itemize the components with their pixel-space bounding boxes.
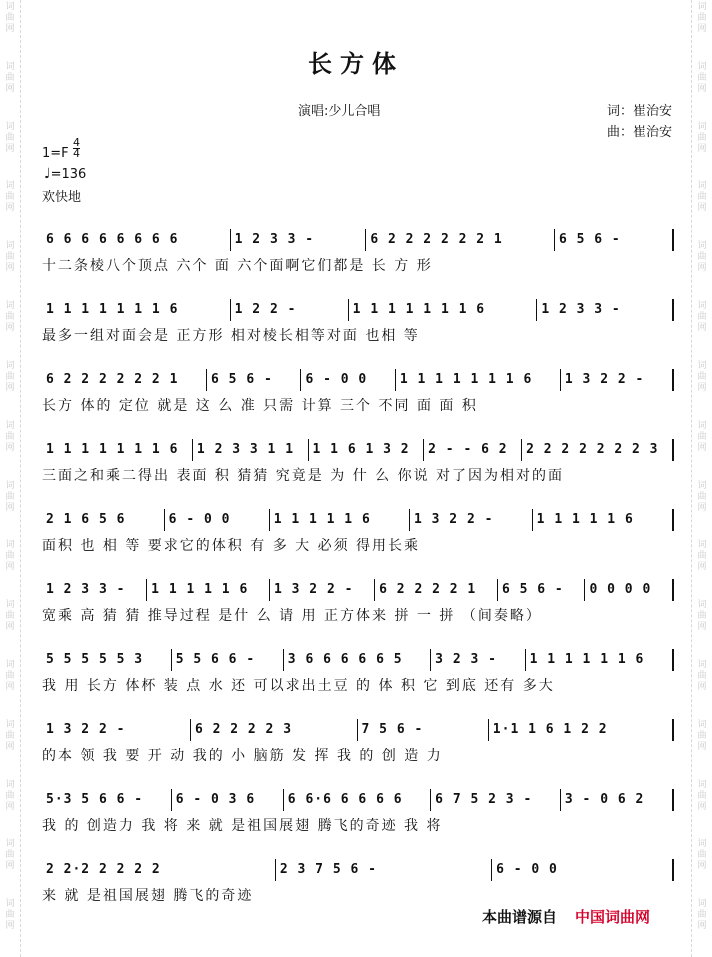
- score-system: [42, 716, 674, 768]
- measure: 1 1 1 1 1 1 1 6: [396, 369, 561, 391]
- watermark-char: 曲: [5, 132, 15, 143]
- watermark-group: [5, 241, 14, 299]
- measure: 1 1 1 1 1 1 1 6: [42, 299, 231, 321]
- lyrics-line: 来 就 是祖国展翅 腾飞的奇迹: [42, 888, 254, 904]
- watermark-char: 词: [697, 600, 707, 611]
- watermark-char: 词: [697, 61, 707, 72]
- measure: 6 2 2 2 2 2 2 1: [366, 229, 555, 251]
- watermark-char: 网: [5, 323, 15, 334]
- watermark-char: 词: [697, 480, 707, 491]
- watermark-char: 网: [697, 502, 707, 513]
- expression-marking: 欢快地: [42, 190, 82, 205]
- song-title: 长方体: [308, 49, 404, 78]
- watermark-group: [5, 720, 14, 778]
- watermark-char: 词: [697, 2, 707, 12]
- watermark-group: [697, 780, 706, 838]
- left-watermark-column: [0, 0, 21, 957]
- measure: 2 - - 6 2: [424, 439, 522, 461]
- watermark-char: 词: [5, 839, 15, 850]
- watermark-group: [697, 421, 706, 479]
- score-system: [42, 576, 674, 628]
- watermark-char: 词: [5, 2, 15, 12]
- measure: 6 - 0 0: [165, 509, 270, 531]
- measure: 6 2 2 2 2 1: [375, 579, 498, 601]
- measure: 1 2 3 3 -: [231, 229, 367, 251]
- watermark-char: 曲: [5, 730, 15, 741]
- watermark-char: 网: [5, 502, 15, 513]
- watermark-char: 网: [697, 24, 707, 34]
- watermark-char: 网: [697, 143, 707, 154]
- notation-line: [42, 366, 674, 394]
- site-name: 中国词曲网: [575, 908, 651, 926]
- lyrics-line: 十二条棱八个顶点 六个 面 六个面啊它们都是 长 方 形: [42, 258, 433, 274]
- measure: 6 5 6 -: [207, 369, 301, 391]
- notation-line: [42, 716, 674, 744]
- watermark-char: 词: [5, 360, 15, 371]
- watermark-char: 曲: [697, 132, 707, 143]
- measure: 5 5 6 6 -: [172, 649, 284, 671]
- watermark-char: 曲: [5, 850, 15, 861]
- watermark-char: 词: [697, 779, 707, 790]
- measure: 1 1 1 1 1 6: [270, 509, 410, 531]
- time-signature-bottom: 4: [73, 147, 80, 160]
- watermark-char: 网: [5, 263, 15, 274]
- measure: 1 1 1 1 1 6: [533, 509, 674, 531]
- watermark-char: 词: [697, 301, 707, 312]
- watermark-char: 词: [697, 899, 707, 910]
- watermark-char: 曲: [697, 730, 707, 741]
- watermark-char: 曲: [697, 670, 707, 681]
- watermark-char: 词: [5, 181, 15, 192]
- watermark-char: 曲: [5, 790, 15, 801]
- watermark-char: 词: [5, 719, 15, 730]
- watermark-char: 网: [5, 203, 15, 214]
- watermark-char: 网: [5, 442, 15, 453]
- source-label: 本曲谱源自: [482, 908, 558, 926]
- watermark-char: 网: [5, 562, 15, 573]
- watermark-char: 词: [5, 899, 15, 910]
- watermark-group: [697, 899, 706, 957]
- watermark-char: 词: [697, 540, 707, 551]
- composer-credit: 曲：崔治安: [607, 125, 673, 140]
- lyrics-line: 长方 体的 定位 就是 这 么 准 只需 计算 三个 不同 面 面 积: [42, 398, 478, 414]
- watermark-char: 词: [697, 420, 707, 431]
- watermark-char: 词: [5, 241, 15, 252]
- measure: 1 2 3 3 1 1: [193, 439, 309, 461]
- measure: 1 2 3 3 -: [42, 579, 147, 601]
- notation-line: [42, 576, 674, 604]
- measure: 3 6 6 6 6 6 5: [284, 649, 431, 671]
- score-system: [42, 786, 674, 838]
- lyrics-line: 最多一组对面会是 正方形 相对棱长相等对面 也相 等: [42, 328, 420, 344]
- watermark-char: 曲: [5, 252, 15, 263]
- watermark-char: 网: [697, 861, 707, 872]
- watermark-char: 曲: [697, 13, 707, 23]
- watermark-char: 网: [697, 203, 707, 214]
- measure: 1 2 2 -: [231, 299, 349, 321]
- lyrics-line: 宽乘 高 猜 猜 推导过程 是什 么 请 用 正方体来 拼 一 拼 （间奏略）: [42, 608, 542, 624]
- watermark-group: [697, 600, 706, 658]
- watermark-char: 词: [5, 600, 15, 611]
- watermark-group: [5, 899, 14, 957]
- measure: 6 6·6 6 6 6 6: [284, 789, 431, 811]
- lyrics-line: 面积 也 相 等 要求它的体积 有 多 大 必须 得用长乘: [42, 538, 421, 554]
- watermark-char: 曲: [697, 431, 707, 442]
- measure: 1 3 2 2 -: [410, 509, 533, 531]
- notation-line: [42, 436, 674, 464]
- watermark-char: 网: [697, 323, 707, 334]
- watermark-char: 网: [697, 442, 707, 453]
- watermark-char: 词: [5, 659, 15, 670]
- time-signature-top: 4: [73, 136, 80, 149]
- notation-line: [42, 226, 674, 254]
- measure: 1 3 2 2 -: [561, 369, 674, 391]
- score-system: [42, 366, 674, 418]
- measure: 5·3 5 6 6 -: [42, 789, 172, 811]
- watermark-char: 曲: [5, 491, 15, 502]
- measure: 1·1 1 6 1 2 2: [489, 719, 674, 741]
- watermark-char: 曲: [697, 252, 707, 263]
- measure: 3 2 3 -: [431, 649, 525, 671]
- watermark-group: [697, 241, 706, 299]
- watermark-char: 网: [5, 801, 15, 812]
- watermark-char: 词: [697, 241, 707, 252]
- measure: 6 2 2 2 2 2 2 1: [42, 369, 207, 391]
- watermark-char: 曲: [697, 910, 707, 921]
- watermark-char: 网: [697, 562, 707, 573]
- watermark-char: 词: [5, 420, 15, 431]
- watermark-group: [5, 600, 14, 658]
- watermark-char: 词: [5, 540, 15, 551]
- tempo-value: =136: [50, 167, 87, 182]
- watermark-char: 词: [697, 181, 707, 192]
- lyrics-line: 的本 领 我 要 开 动 我的 小 脑筋 发 挥 我 的 创 造 力: [42, 748, 443, 764]
- watermark-group: [697, 361, 706, 419]
- measure: 1 3 2 2 -: [270, 579, 375, 601]
- watermark-group: [5, 481, 14, 539]
- watermark-char: 曲: [5, 371, 15, 382]
- watermark-char: 曲: [697, 551, 707, 562]
- measure: 6 5 6 -: [555, 229, 674, 251]
- score-system: [42, 646, 674, 698]
- measure: 1 3 2 2 -: [42, 719, 191, 741]
- watermark-group: [697, 660, 706, 718]
- measure: 6 - 0 0: [492, 859, 674, 881]
- watermark-char: 词: [697, 839, 707, 850]
- watermark-char: 网: [697, 622, 707, 633]
- watermark-char: 词: [5, 61, 15, 72]
- watermark-char: 曲: [697, 371, 707, 382]
- watermark-char: 曲: [5, 431, 15, 442]
- watermark-char: 网: [5, 83, 15, 94]
- measure: 2 2 2 2 2 2 2 3: [522, 439, 674, 461]
- watermark-group: [5, 122, 14, 180]
- measure: 6 - 0 0: [301, 369, 395, 391]
- watermark-char: 网: [5, 622, 15, 633]
- watermark-char: 曲: [5, 192, 15, 203]
- watermark-char: 曲: [5, 13, 15, 23]
- measure: 1 1 6 1 3 2: [309, 439, 425, 461]
- watermark-char: 网: [5, 143, 15, 154]
- score-system: [42, 506, 674, 558]
- watermark-char: 网: [5, 741, 15, 752]
- watermark-char: 词: [5, 301, 15, 312]
- watermark-char: 网: [5, 681, 15, 692]
- watermark-char: 曲: [5, 312, 15, 323]
- watermark-char: 网: [697, 263, 707, 274]
- right-watermark-column: [691, 0, 712, 957]
- lyrics-line: 三面之和乘二得出 表面 积 猜猜 究竟是 为 什 么 你说 对了因为相对的面: [42, 468, 565, 484]
- measure: 2 2·2 2 2 2 2: [42, 859, 276, 881]
- watermark-group: [5, 780, 14, 838]
- watermark-char: 词: [697, 659, 707, 670]
- measure: 1 1 1 1 1 1 1 6: [42, 439, 193, 461]
- lyrics-line: 我 用 长方 体杯 装 点 水 还 可以求出土豆 的 体 积 它 到底 还有 多大: [42, 678, 555, 694]
- measure: 6 - 0 3 6: [172, 789, 284, 811]
- watermark-char: 曲: [5, 611, 15, 622]
- lyrics-line: 我 的 创造力 我 将 来 就 是祖国展翅 腾飞的奇迹 我 将: [42, 818, 443, 834]
- source-credit: [482, 906, 650, 927]
- watermark-char: 网: [697, 921, 707, 932]
- singer-credit: 演唱:少儿合唱: [298, 104, 381, 119]
- notation-line: [42, 506, 674, 534]
- watermark-char: 词: [697, 360, 707, 371]
- watermark-char: 词: [697, 719, 707, 730]
- watermark-group: [5, 540, 14, 598]
- watermark-char: 曲: [5, 551, 15, 562]
- watermark-char: 词: [697, 121, 707, 132]
- score-system: [42, 296, 674, 348]
- watermark-char: 网: [697, 741, 707, 752]
- measure: 3 - 0 6 2: [561, 789, 674, 811]
- watermark-char: 曲: [697, 611, 707, 622]
- measure: 1 2 3 3 -: [537, 299, 674, 321]
- measure: 6 2 2 2 2 3: [191, 719, 358, 741]
- watermark-char: 词: [5, 779, 15, 790]
- watermark-char: 网: [5, 861, 15, 872]
- watermark-char: 网: [697, 681, 707, 692]
- measure: 2 3 7 5 6 -: [276, 859, 492, 881]
- measure: 6 7 5 2 3 -: [431, 789, 561, 811]
- watermark-char: 曲: [5, 670, 15, 681]
- watermark-char: 曲: [697, 312, 707, 323]
- watermark-char: 网: [5, 24, 15, 34]
- time-signature: [73, 138, 80, 159]
- measure: 1 1 1 1 1 1 1 6: [349, 299, 538, 321]
- notation-line: [42, 786, 674, 814]
- lyricist-credit: 词：崔治安: [607, 104, 673, 119]
- watermark-group: [697, 181, 706, 239]
- key-signature: 1=F: [42, 146, 69, 161]
- watermark-char: 曲: [5, 72, 15, 83]
- watermark-char: 词: [5, 121, 15, 132]
- watermark-group: [5, 660, 14, 718]
- notation-line: [42, 646, 674, 674]
- watermark-group: [5, 421, 14, 479]
- watermark-group: [697, 301, 706, 359]
- measure: 6 5 6 -: [498, 579, 586, 601]
- watermark-char: 曲: [697, 72, 707, 83]
- watermark-group: [697, 481, 706, 539]
- watermark-group: [697, 122, 706, 180]
- measure: 7 5 6 -: [358, 719, 489, 741]
- measure: 1 1 1 1 1 6: [147, 579, 270, 601]
- watermark-group: [5, 301, 14, 359]
- score-system: [42, 436, 674, 488]
- notation-line: [42, 296, 674, 324]
- notation-line: [42, 856, 674, 884]
- watermark-group: [697, 839, 706, 897]
- measure: 2 1 6 5 6: [42, 509, 165, 531]
- measure: 5 5 5 5 5 3: [42, 649, 172, 671]
- watermark-group: [5, 361, 14, 419]
- watermark-char: 曲: [697, 192, 707, 203]
- quarter-note-icon: ♩: [44, 166, 51, 182]
- watermark-group: [5, 839, 14, 897]
- tempo-marking: [44, 166, 86, 182]
- watermark-char: 词: [5, 480, 15, 491]
- watermark-group: [697, 720, 706, 778]
- watermark-group: [697, 540, 706, 598]
- watermark-group: [5, 181, 14, 239]
- watermark-char: 网: [697, 801, 707, 812]
- watermark-char: 网: [5, 382, 15, 393]
- measure: 6 6 6 6 6 6 6 6: [42, 229, 231, 251]
- watermark-char: 网: [697, 382, 707, 393]
- watermark-char: 曲: [697, 850, 707, 861]
- watermark-char: 曲: [5, 910, 15, 921]
- watermark-char: 曲: [697, 491, 707, 502]
- score-system: [42, 856, 674, 908]
- watermark-char: 网: [697, 83, 707, 94]
- measure: 0 0 0 0: [585, 579, 674, 601]
- measure: 1 1 1 1 1 1 6: [526, 649, 674, 671]
- watermark-char: 网: [5, 921, 15, 932]
- score-system: [42, 226, 674, 278]
- watermark-char: 曲: [697, 790, 707, 801]
